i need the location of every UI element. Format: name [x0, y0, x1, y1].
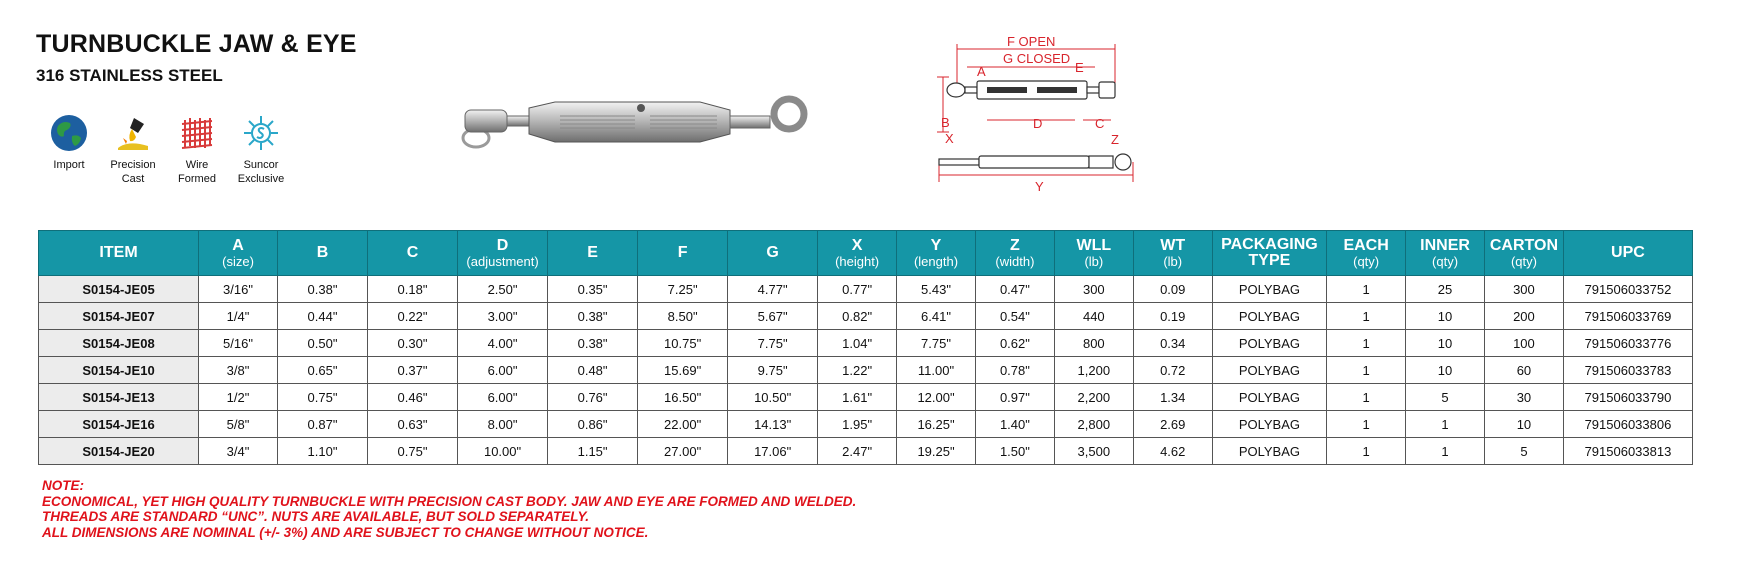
table-cell: 17.06": [728, 438, 818, 465]
table-cell: 0.87": [277, 411, 367, 438]
table-cell: POLYBAG: [1212, 357, 1326, 384]
table-cell: 0.75": [368, 438, 458, 465]
table-cell: 0.76": [548, 384, 638, 411]
feature-suncor-exclusive: [232, 112, 290, 186]
table-cell: 0.86": [548, 411, 638, 438]
table-cell: 10.75": [638, 330, 728, 357]
table-cell: 1.34: [1133, 384, 1212, 411]
table-cell: 3/16": [199, 276, 278, 303]
table-cell: 2,200: [1054, 384, 1133, 411]
table-cell: 5.43": [897, 276, 976, 303]
table-cell: 0.78": [975, 357, 1054, 384]
table-cell: 0.62": [975, 330, 1054, 357]
suncor-exclusive-icon: [240, 112, 282, 154]
dim-label-a: A: [977, 64, 986, 79]
dim-label-c: C: [1095, 116, 1105, 131]
col-header: F: [638, 231, 728, 276]
feature-label: Import: [53, 159, 85, 171]
table-cell: 1: [1406, 438, 1485, 465]
item-cell: S0154-JE16: [39, 411, 199, 438]
table-cell: 19.25": [897, 438, 976, 465]
table-cell: 7.75": [728, 330, 818, 357]
table-cell: 6.00": [458, 357, 548, 384]
table-cell: POLYBAG: [1212, 276, 1326, 303]
table-row: [39, 276, 1693, 303]
table-cell: 6.00": [458, 384, 548, 411]
table-cell: 1.22": [818, 357, 897, 384]
dim-label-z: Z: [1111, 132, 1119, 147]
table-cell: 791506033790: [1563, 384, 1692, 411]
table-cell: 5/8": [199, 411, 278, 438]
table-cell: 0.19: [1133, 303, 1212, 330]
spec-table: [38, 230, 1693, 465]
col-header: PACKAGING TYPE: [1212, 231, 1326, 276]
table-cell: 1: [1327, 357, 1406, 384]
table-row: [39, 438, 1693, 465]
table-cell: 8.50": [638, 303, 728, 330]
col-header: E: [548, 231, 638, 276]
table-cell: 16.25": [897, 411, 976, 438]
table-cell: 60: [1484, 357, 1563, 384]
table-cell: 1/2": [199, 384, 278, 411]
table-cell: POLYBAG: [1212, 438, 1326, 465]
table-cell: 2.50": [458, 276, 548, 303]
table-cell: 0.44": [277, 303, 367, 330]
table-cell: 1: [1327, 438, 1406, 465]
table-cell: 10.00": [458, 438, 548, 465]
table-cell: 0.72: [1133, 357, 1212, 384]
table-cell: 10: [1406, 357, 1485, 384]
col-header: C: [368, 231, 458, 276]
table-cell: 791506033776: [1563, 330, 1692, 357]
table-cell: 22.00": [638, 411, 728, 438]
table-cell: 14.13": [728, 411, 818, 438]
dim-label-e: E: [1075, 60, 1084, 75]
note-line: ECONOMICAL, YET HIGH QUALITY TURNBUCKLE WITH PRECISION CAST BODY. JAW AND EYE ARE FORMED AND WELDED.: [42, 493, 857, 509]
table-cell: 4.62: [1133, 438, 1212, 465]
col-header: ITEM: [39, 231, 199, 276]
item-cell: S0154-JE10: [39, 357, 199, 384]
note-line: THREADS ARE STANDARD “UNC”. NUTS ARE AVAILABLE, BUT SOLD SEPARATELY.: [42, 509, 590, 524]
table-cell: 200: [1484, 303, 1563, 330]
notes-heading: NOTE:: [42, 478, 84, 493]
table-cell: 0.09: [1133, 276, 1212, 303]
table-row: [39, 330, 1693, 357]
table-cell: 0.18": [368, 276, 458, 303]
col-header: WT (lb): [1133, 231, 1212, 276]
table-cell: 3,500: [1054, 438, 1133, 465]
col-header: X (height): [818, 231, 897, 276]
table-cell: POLYBAG: [1212, 303, 1326, 330]
item-cell: S0154-JE20: [39, 438, 199, 465]
table-cell: 1.95": [818, 411, 897, 438]
table-cell: 0.34: [1133, 330, 1212, 357]
table-cell: 0.46": [368, 384, 458, 411]
col-header: EACH (qty): [1327, 231, 1406, 276]
table-cell: POLYBAG: [1212, 411, 1326, 438]
table-cell: 11.00": [897, 357, 976, 384]
table-cell: 1: [1327, 411, 1406, 438]
table-cell: 1.61": [818, 384, 897, 411]
table-cell: 0.38": [548, 303, 638, 330]
col-header: WLL (lb): [1054, 231, 1133, 276]
table-cell: 0.54": [975, 303, 1054, 330]
table-cell: 10: [1484, 411, 1563, 438]
table-cell: 0.22": [368, 303, 458, 330]
dim-label-g: G CLOSED: [1003, 51, 1071, 66]
col-header: B: [277, 231, 367, 276]
col-header: D (adjustment): [458, 231, 548, 276]
table-cell: 30: [1484, 384, 1563, 411]
table-cell: 1: [1327, 303, 1406, 330]
table-cell: POLYBAG: [1212, 384, 1326, 411]
table-header-row: [39, 231, 1693, 276]
table-cell: 0.63": [368, 411, 458, 438]
table-body: [39, 276, 1693, 465]
table-cell: 3/4": [199, 438, 278, 465]
table-cell: 0.48": [548, 357, 638, 384]
page-title: TURNBUCKLE JAW & EYE: [36, 30, 357, 58]
table-cell: 7.25": [638, 276, 728, 303]
table-cell: 0.37": [368, 357, 458, 384]
col-header: G: [728, 231, 818, 276]
table-cell: 5: [1484, 438, 1563, 465]
table-cell: 2.47": [818, 438, 897, 465]
table-cell: 1.15": [548, 438, 638, 465]
table-row: [39, 303, 1693, 330]
item-cell: S0154-JE13: [39, 384, 199, 411]
table-row: [39, 357, 1693, 384]
table-cell: 16.50": [638, 384, 728, 411]
table-cell: 9.75": [728, 357, 818, 384]
table-cell: 0.65": [277, 357, 367, 384]
table-cell: POLYBAG: [1212, 330, 1326, 357]
table-cell: 791506033783: [1563, 357, 1692, 384]
feature-import: [40, 112, 98, 186]
table-cell: 1: [1327, 384, 1406, 411]
table-cell: 12.00": [897, 384, 976, 411]
feature-label: Suncor Exclusive: [237, 159, 285, 185]
table-row: [39, 384, 1693, 411]
table-cell: 0.82": [818, 303, 897, 330]
item-cell: S0154-JE08: [39, 330, 199, 357]
table-cell: 6.41": [897, 303, 976, 330]
dim-label-y: Y: [1035, 179, 1044, 194]
table-cell: 10: [1406, 330, 1485, 357]
dim-label-b: B: [941, 115, 950, 130]
col-header: Y (length): [897, 231, 976, 276]
table-cell: 1.04": [818, 330, 897, 357]
table-cell: 1.50": [975, 438, 1054, 465]
table-cell: 7.75": [897, 330, 976, 357]
table-cell: 27.00": [638, 438, 728, 465]
page-subtitle: 316 STAINLESS STEEL: [36, 66, 223, 85]
table-cell: 800: [1054, 330, 1133, 357]
table-cell: 1.10": [277, 438, 367, 465]
table-cell: 300: [1054, 276, 1133, 303]
feature-wire-formed: [168, 112, 226, 186]
table-cell: 4.77": [728, 276, 818, 303]
table-cell: 0.38": [277, 276, 367, 303]
table-cell: 440: [1054, 303, 1133, 330]
feature-icons: [40, 112, 290, 186]
col-header: CARTON (qty): [1484, 231, 1563, 276]
table-cell: 2,800: [1054, 411, 1133, 438]
table-cell: 0.47": [975, 276, 1054, 303]
dim-label-d: D: [1033, 116, 1043, 131]
table-cell: 0.35": [548, 276, 638, 303]
table-cell: 0.75": [277, 384, 367, 411]
table-cell: 25: [1406, 276, 1485, 303]
feature-precision-cast: [104, 112, 162, 186]
item-cell: S0154-JE07: [39, 303, 199, 330]
table-cell: 0.30": [368, 330, 458, 357]
col-header: UPC: [1563, 231, 1692, 276]
table-cell: 3/8": [199, 357, 278, 384]
col-header: A (size): [199, 231, 278, 276]
table-cell: 300: [1484, 276, 1563, 303]
table-cell: 5.67": [728, 303, 818, 330]
table-cell: 3.00": [458, 303, 548, 330]
table-cell: 791506033752: [1563, 276, 1692, 303]
table-cell: 1.40": [975, 411, 1054, 438]
precision-cast-icon: [112, 112, 154, 154]
globe-icon: [48, 112, 90, 154]
dimension-diagram: [925, 32, 1165, 218]
table-cell: 4.00": [458, 330, 548, 357]
table-cell: 1/4": [199, 303, 278, 330]
feature-label: Wire Formed: [178, 159, 216, 185]
table-cell: 10.50": [728, 384, 818, 411]
table-cell: 10: [1406, 303, 1485, 330]
col-header: INNER (qty): [1406, 231, 1485, 276]
dim-label-x: X: [945, 131, 954, 146]
dim-label-f: F OPEN: [1007, 34, 1056, 49]
notes-block: [42, 478, 856, 540]
table-cell: 0.77": [818, 276, 897, 303]
table-cell: 15.69": [638, 357, 728, 384]
table-cell: 791506033806: [1563, 411, 1692, 438]
table-cell: 791506033813: [1563, 438, 1692, 465]
table-row: [39, 411, 1693, 438]
item-cell: S0154-JE05: [39, 276, 199, 303]
wire-formed-icon: [176, 112, 218, 154]
table-cell: 5/16": [199, 330, 278, 357]
col-header: Z (width): [975, 231, 1054, 276]
table-cell: 791506033769: [1563, 303, 1692, 330]
table-cell: 0.97": [975, 384, 1054, 411]
table-cell: 1: [1406, 411, 1485, 438]
table-cell: 8.00": [458, 411, 548, 438]
table-cell: 0.50": [277, 330, 367, 357]
table-cell: 2.69: [1133, 411, 1212, 438]
table-cell: 1: [1327, 276, 1406, 303]
note-line: ALL DIMENSIONS ARE NOMINAL (+/- 3%) AND ARE SUBJECT TO CHANGE WITHOUT NOTICE.: [42, 524, 649, 540]
table-cell: 1,200: [1054, 357, 1133, 384]
table-cell: 1: [1327, 330, 1406, 357]
table-cell: 0.38": [548, 330, 638, 357]
turnbuckle-photo: [455, 92, 835, 162]
table-cell: 100: [1484, 330, 1563, 357]
table-cell: 5: [1406, 384, 1485, 411]
feature-label: Precision Cast: [110, 159, 156, 185]
